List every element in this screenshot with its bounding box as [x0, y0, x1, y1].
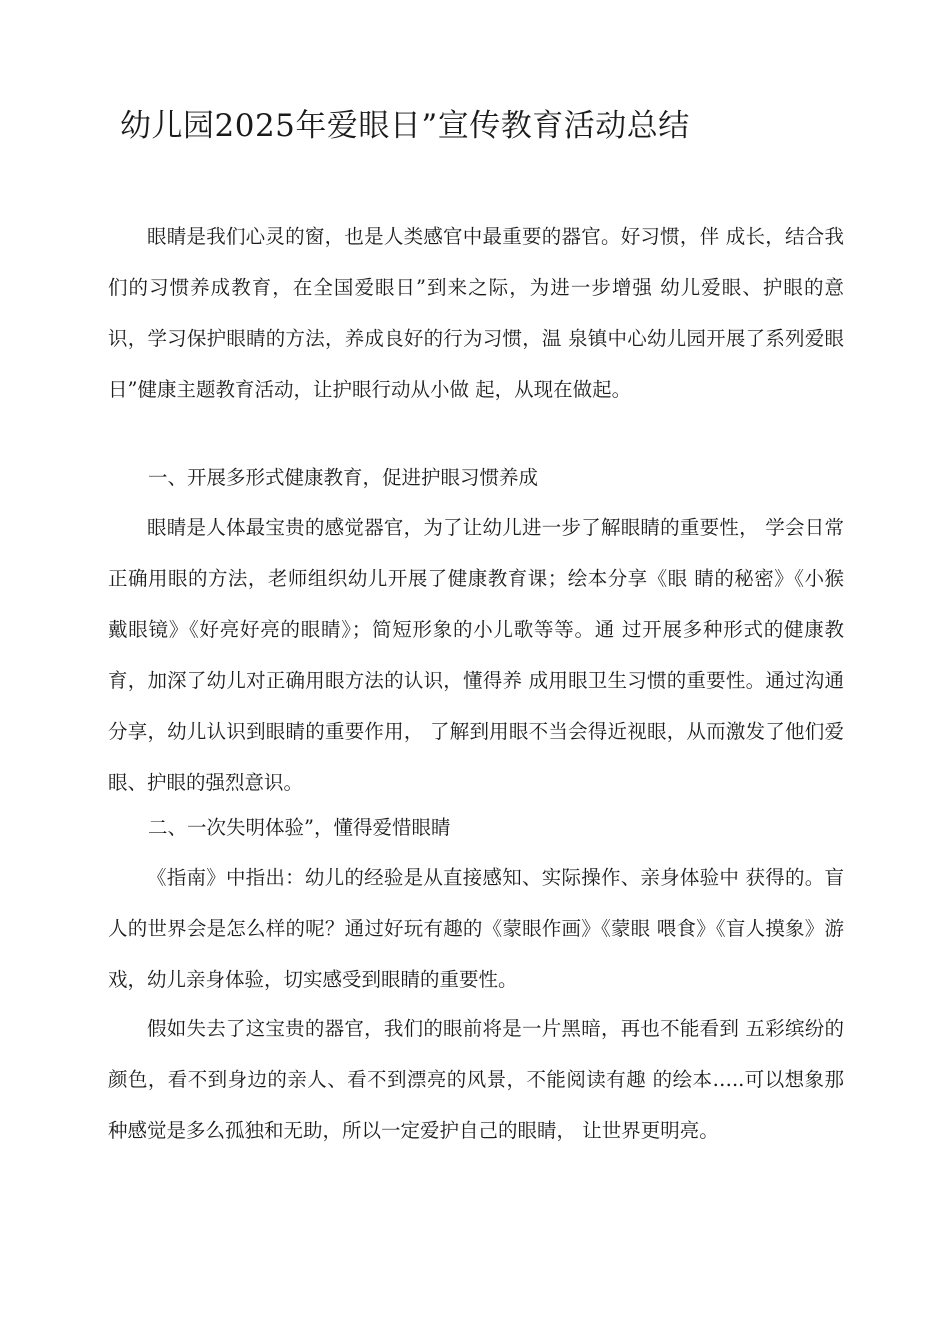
section2-body2-block [108, 1003, 844, 1156]
intro-block [108, 211, 844, 415]
section1-paragraph: 眼睛是人体最宝贵的感觉器官，为了让幼儿进一步了解眼睛的重要性， 学会日常正确用眼的方法，老师组织幼儿开展了健康教育课；绘本分享《眼 睛的秘密》《小猴戴眼镜》《好亮好亮的眼睛》；简短形象的小儿歌等等。通 过开展多种形式的健康教育，加深了幼儿对正确用眼方法的认识，懂得养 成用眼卫生习惯的重要性。通过沟通分享，幼儿认识到眼睛的重要作用， 了解到用眼不当会得近视眼，从而激发了他们爱眼、护眼的强烈意识。 [108, 516, 844, 794]
section2-heading: 二、一次失明体验”，懂得爱惜眼睛 [148, 816, 451, 839]
section1-heading-block [108, 452, 844, 503]
section2-paragraph-2: 假如失去了这宝贵的器官，我们的眼前将是一片黑暗，再也不能看到 五彩缤纷的颜色，看不到身边的亲人、看不到漂亮的风景，不能阅读有趣 的绘本…..可以想象那种感觉是多么孤独和无助，所以一定爱护自己的眼睛， 让世界更明亮。 [108, 1017, 844, 1142]
intro-paragraph: 眼睛是我们心灵的窗，也是人类感官中最重要的器官。好习惯，伴 成长，结合我们的习惯养成教育，在全国爱眼日”到来之际，为进一步增强 幼儿爱眼、护眼的意识，学习保护眼睛的方法，养成良好的行为习惯，温 泉镇中心幼儿园开展了系列爱眼日”健康主题教育活动，让护眼行动从小做 起，从现在做起。 [108, 225, 844, 401]
section2-heading-block [108, 802, 844, 853]
section2-body1-block [108, 852, 844, 1005]
section1-body-block [108, 502, 844, 808]
section1-heading: 一、开展多形式健康教育，促进护眼习惯养成 [148, 466, 539, 489]
section2-paragraph-1: 《指南》中指出：幼儿的经验是从直接感知、实际操作、亲身体验中 获得的。盲人的世界会是怎么样的呢？通过好玩有趣的《蒙眼作画》《蒙眼 喂食》《盲人摸象》游戏，幼儿亲身体验，切实感受到眼睛的重要性。 [108, 866, 844, 991]
document-title: 幼儿园2025年爱眼日”宣传教育活动总结 [120, 108, 690, 144]
